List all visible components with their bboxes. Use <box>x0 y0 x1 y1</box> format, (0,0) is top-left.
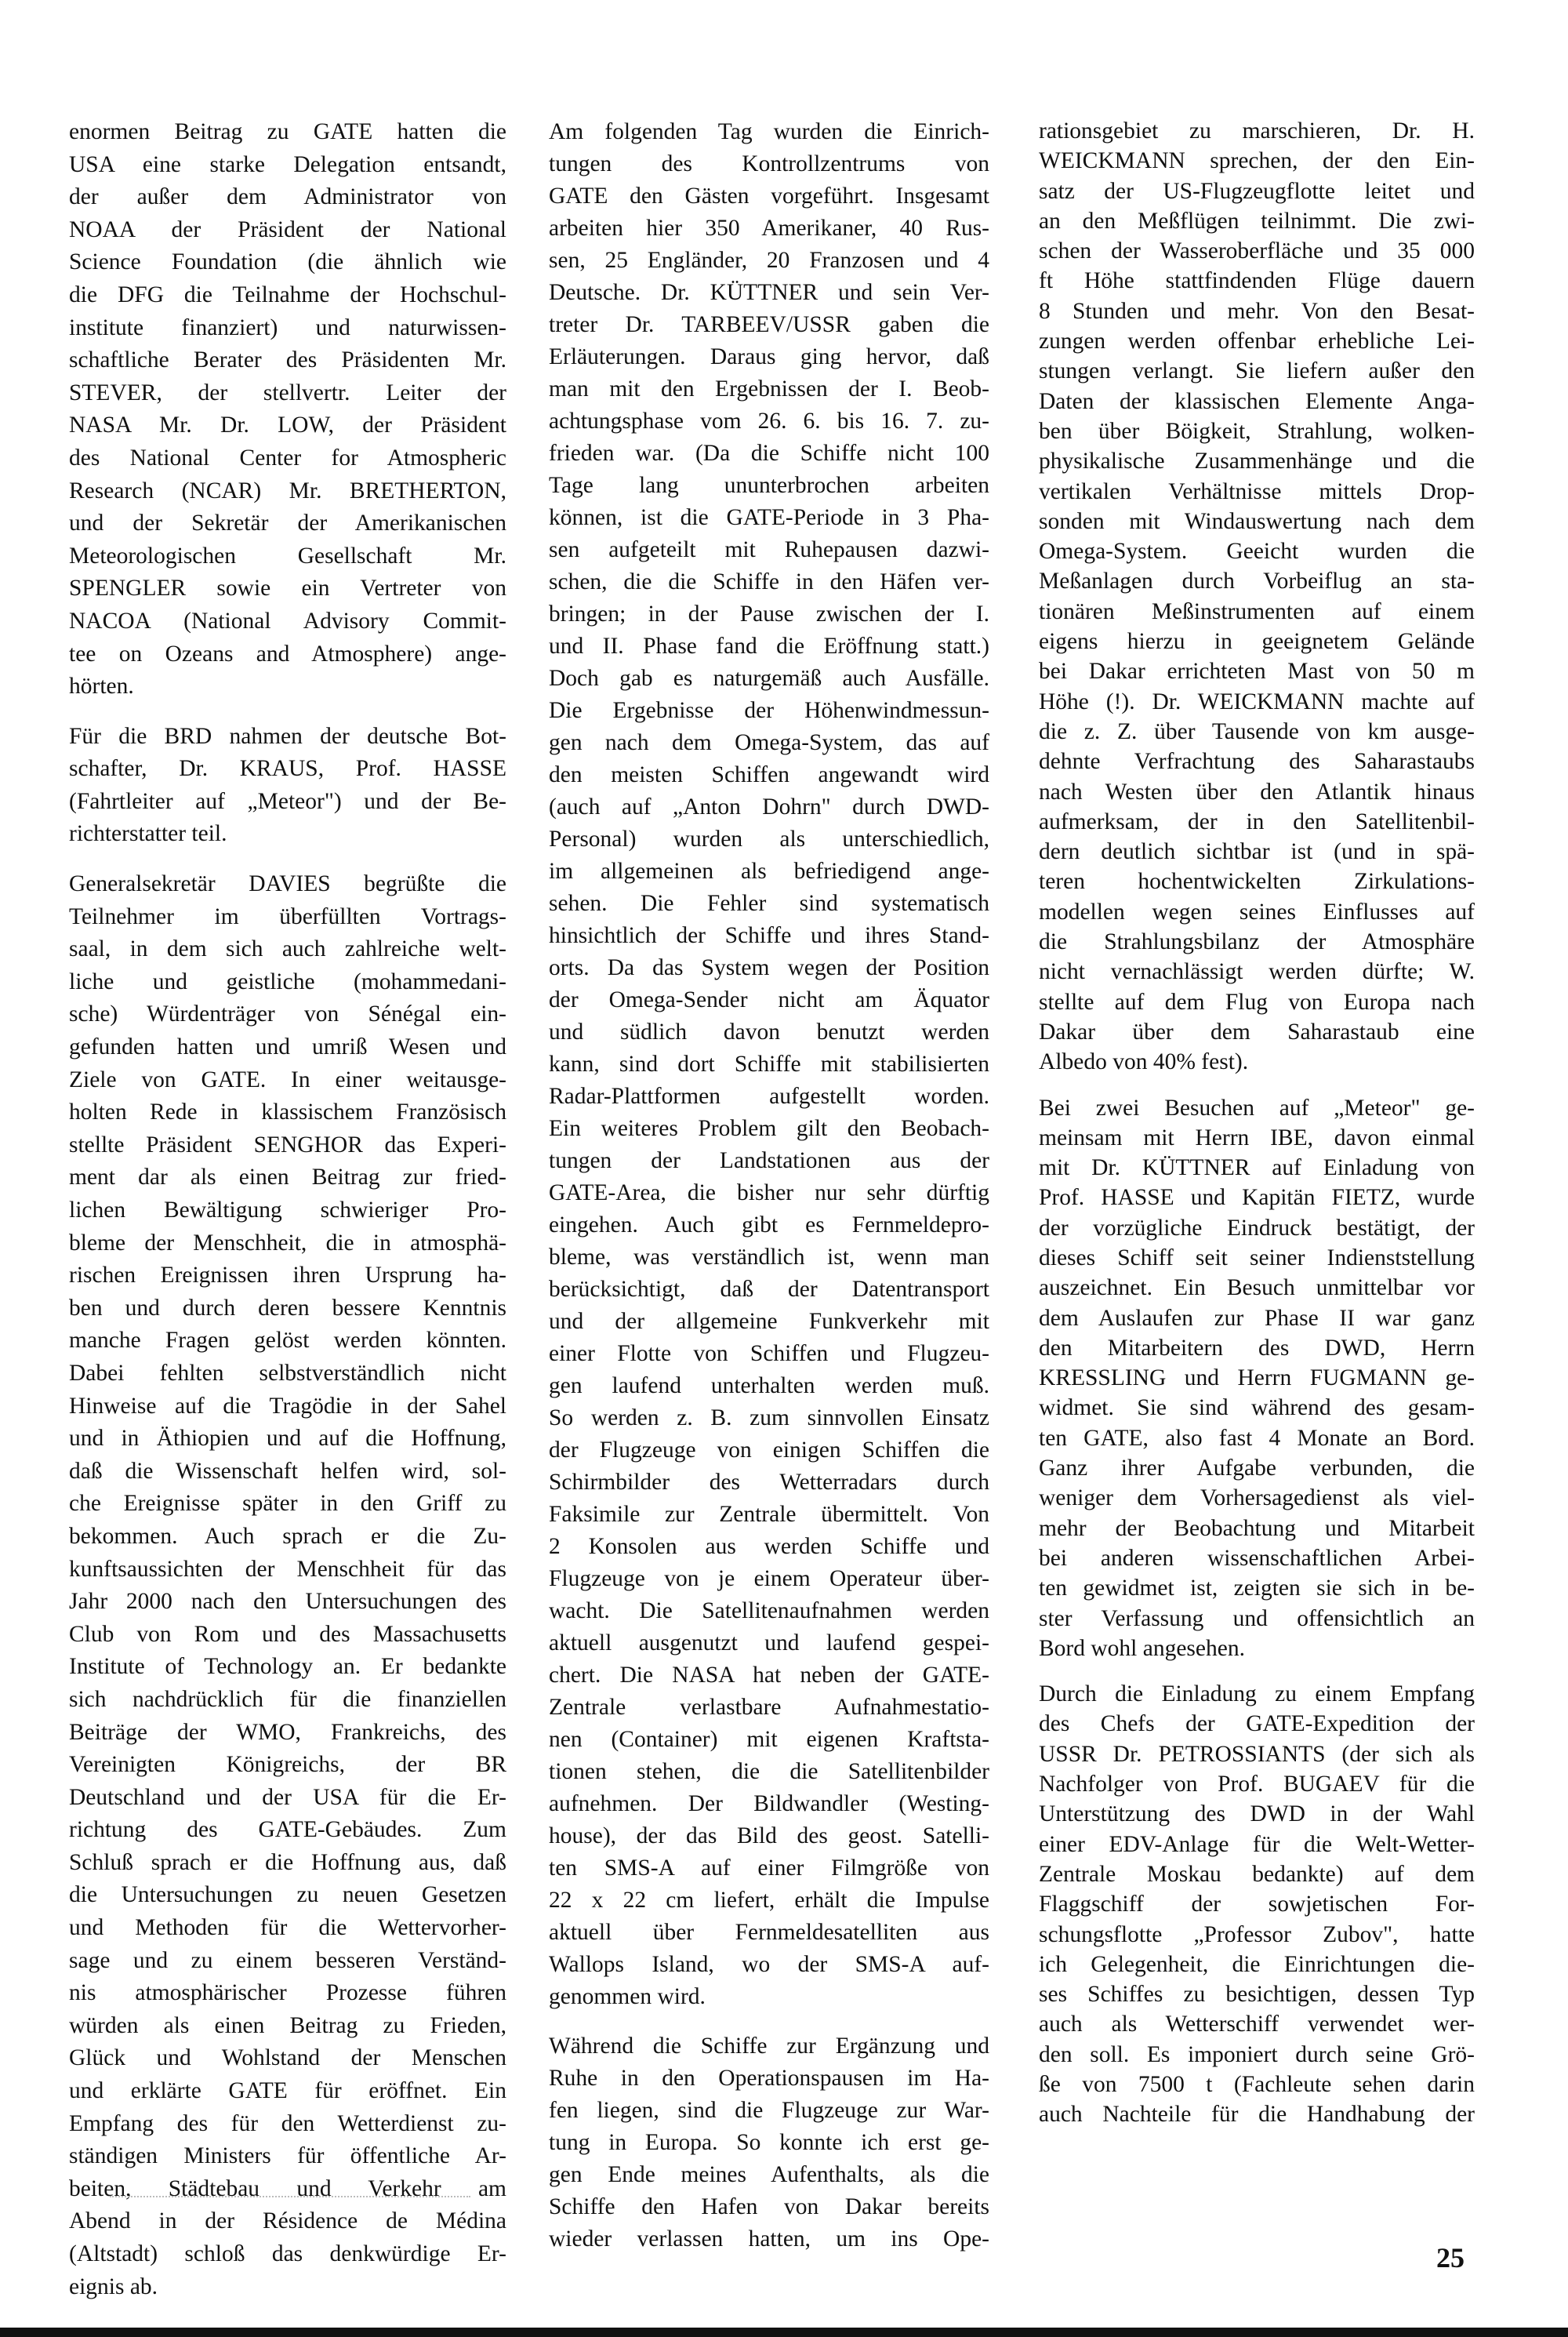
text-line: gen Ende meines Aufenthalts, als die <box>549 2162 989 2187</box>
text-line: und der Sekretär der Amerikanischen <box>69 511 506 536</box>
text-line: der Omega-Sender nicht am Äquator <box>549 987 989 1012</box>
text-line: satz der US-Flugzeugflotte leitet und <box>1039 178 1475 204</box>
text-line: holten Rede in klassischem Französisch <box>69 1099 506 1125</box>
text-line: an den Meßflügen teilnimmt. Die zwi- <box>1039 208 1475 234</box>
text-line: achtungsphase vom 26. 6. bis 16. 7. zu- <box>549 409 989 434</box>
text-line: Generalsekretär DAVIES begrüßte die <box>69 871 506 897</box>
text-line: STEVER, der stellvertr. Leiter der <box>69 380 506 405</box>
text-line: SPENGLER sowie ein Vertreter von <box>69 576 506 602</box>
text-line: Dabei fehlten selbstverständlich nicht <box>69 1360 506 1386</box>
text-line: meinsam mit Herrn IBE, davon einmal <box>1039 1125 1475 1150</box>
text-line: sage und zu einem besseren Verständ- <box>69 1947 506 1973</box>
text-line: mit Dr. KÜTTNER auf Einladung von <box>1039 1155 1475 1181</box>
text-line: auch Nachteile für die Handhabung der <box>1039 2102 1475 2128</box>
text-line: (auch auf „Anton Dohrn" durch DWD- <box>549 794 989 820</box>
text-line: Faksimile zur Zentrale übermittelt. Von <box>549 1502 989 1527</box>
text-line: können, ist die GATE-Periode in 3 Pha- <box>549 505 989 530</box>
text-line: Research (NCAR) Mr. BRETHERTON, <box>69 478 506 503</box>
text-line: zungen werden offenbar erhebliche Lei- <box>1039 329 1475 354</box>
paragraph <box>69 721 506 851</box>
text-line: richtung des GATE-Gebäudes. Zum <box>69 1817 506 1843</box>
text-line: nach Westen über den Atlantik hinaus <box>1039 779 1475 805</box>
text-line: auch als Wetterschiff verwendet wer- <box>1039 2012 1475 2037</box>
text-line: sonden mit Windauswertung nach dem <box>1039 508 1475 534</box>
text-line: dern deutlich sichtbar ist (und in spä- <box>1039 839 1475 865</box>
text-line: der außer dem Administrator von <box>69 184 506 210</box>
text-line: Am folgenden Tag wurden die Einrich- <box>549 119 989 144</box>
text-line: institute finanziert) und naturwissen- <box>69 314 506 340</box>
text-line: NACOA (National Advisory Commit- <box>69 608 506 634</box>
text-line: ben über Böigkeit, Strahlung, wolken- <box>1039 418 1475 444</box>
text-line: widmet. Sie sind während des gesam- <box>1039 1395 1475 1421</box>
text-line: des Chefs der GATE-Expedition der <box>1039 1711 1475 1737</box>
text-line: eigens hierzu in geeignetem Gelände <box>1039 629 1475 655</box>
text-line: Club von Rom und des Massachusetts <box>69 1621 506 1647</box>
text-line: Albedo von 40% fest). <box>1039 1049 1249 1075</box>
paragraph <box>69 868 506 2303</box>
text-line: der vorzügliche Eindruck bestätigt, der <box>1039 1215 1475 1241</box>
text-line: dem Auslaufen zur Phase II war ganz <box>1039 1305 1475 1331</box>
text-line: Meßanlagen durch Vorbeiflug an sta- <box>1039 569 1475 594</box>
text-line: bleme der Menschheit, die in atmosphä- <box>69 1230 506 1256</box>
text-line: kunftsaussichten der Menschheit für das <box>69 1556 506 1582</box>
text-line: USA eine starke Delegation entsandt, <box>69 151 506 177</box>
text-column-1 <box>69 116 506 2321</box>
text-line: manche Fragen gelöst werden könnten. <box>69 1328 506 1354</box>
text-line: tung in Europa. So konnte ich erst ge- <box>549 2130 989 2155</box>
text-line: die DFG die Teilnahme der Hochschul- <box>69 282 506 307</box>
text-line: Beiträge der WMO, Frankreichs, des <box>69 1719 506 1745</box>
text-line: Unterstützung des DWD in der Wahl <box>1039 1801 1475 1827</box>
text-line: Flaggschiff der sowjetischen For- <box>1039 1892 1475 1917</box>
text-line: Während die Schiffe zur Ergänzung und <box>549 2034 989 2059</box>
text-line: hinsichtlich der Schiffe und ihres Stand- <box>549 923 989 948</box>
text-line: Daten der klassischen Elemente Anga- <box>1039 388 1475 414</box>
text-line: und in Äthiopien und auf die Hoffnung, <box>69 1426 506 1452</box>
text-line: Prof. HASSE und Kapitän FIETZ, wurde <box>1039 1185 1475 1211</box>
text-line: tungen der Landstationen aus der <box>549 1148 989 1173</box>
text-line: tionären Meßinstrumenten auf einem <box>1039 598 1475 624</box>
text-line: wacht. Die Satellitenaufnahmen werden <box>549 1598 989 1623</box>
text-line: einer EDV-Anlage für die Welt-Wetter- <box>1039 1831 1475 1857</box>
text-line: Abend in der Résidence de Médina <box>69 2208 506 2234</box>
page-number: 25 <box>1436 2242 1465 2273</box>
text-line: Meteorologischen Gesellschaft Mr. <box>69 543 506 569</box>
text-line: und Methoden für die Wettervorher- <box>69 1915 506 1941</box>
paragraph <box>1039 1679 1475 2129</box>
text-line: frieden war. (Da die Schiffe nicht 100 <box>549 441 989 466</box>
text-line: die Untersuchungen zu neuen Gesetzen <box>69 1882 506 1908</box>
text-line: bei Dakar errichteten Mast von 50 m <box>1039 659 1475 685</box>
text-line: aktuell über Fernmeldesatelliten aus <box>549 1920 989 1945</box>
text-line: sen, 25 Engländer, 20 Franzosen und 4 <box>549 248 989 273</box>
text-line: ster Verfassung und offensichtlich an <box>1039 1605 1475 1631</box>
text-line: den soll. Es imponiert durch seine Grö- <box>1039 2041 1475 2067</box>
text-line: aufnehmen. Der Bildwandler (Westing- <box>549 1791 989 1816</box>
text-line: eingehen. Auch gibt es Fernmeldepro- <box>549 1212 989 1238</box>
text-line: ten SMS-A auf einer Filmgröße von <box>549 1855 989 1881</box>
text-line: 8 Stunden und mehr. Von den Besat- <box>1039 298 1475 324</box>
text-line: ft Höhe stattfindenden Flüge dauern <box>1039 268 1475 294</box>
text-line: stellte auf dem Flug von Europa nach <box>1039 989 1475 1015</box>
text-line: Omega-System. Geeicht wurden die <box>1039 539 1475 565</box>
text-line: beiten, Städtebau und Verkehr am <box>69 2175 506 2201</box>
text-line: bekommen. Auch sprach er die Zu- <box>69 1523 506 1549</box>
scan-specks <box>110 2196 470 2197</box>
text-line: Dakar über dem Saharastaub eine <box>1039 1019 1475 1045</box>
text-line: enormen Beitrag zu GATE hatten die <box>69 119 506 144</box>
text-line: orts. Da das System wegen der Position <box>549 955 989 980</box>
text-line: Zentrale verlastbare Aufnahmestatio- <box>549 1695 989 1720</box>
text-line: nicht vernachlässigt werden dürfte; W. <box>1039 959 1475 985</box>
text-line: den meisten Schiffen angewandt wird <box>549 762 989 787</box>
text-line: Ruhe in den Operationspausen im Ha- <box>549 2066 989 2091</box>
text-line: (Fahrtleiter auf „Meteor") und der Be- <box>69 788 506 814</box>
text-line: (Altstadt) schloß das denkwürdige Er- <box>69 2241 506 2266</box>
text-line: Höhe (!). Dr. WEICKMANN machte auf <box>1039 689 1475 714</box>
text-line: Ganz ihrer Aufgabe verbunden, die <box>1039 1456 1475 1481</box>
text-line: GATE den Gästen vorgeführt. Insgesamt <box>549 184 989 209</box>
text-line: Deutsche. Dr. KÜTTNER und sein Ver- <box>549 280 989 305</box>
text-line: den Mitarbeitern des DWD, Herrn <box>1039 1335 1475 1361</box>
text-line: daß die Wissenschaft helfen wird, sol- <box>69 1458 506 1484</box>
text-line: einer Flotte von Schiffen und Flugzeu- <box>549 1341 989 1366</box>
text-line: Durch die Einladung zu einem Empfang <box>1039 1681 1475 1707</box>
text-line: Empfang des für den Wetterdienst zu- <box>69 2110 506 2136</box>
text-line: Bei zwei Besuchen auf „Meteor" ge- <box>1039 1095 1475 1121</box>
text-line: richterstatter teil. <box>69 821 227 847</box>
text-line: die Strahlungsbilanz der Atmosphäre <box>1039 929 1475 955</box>
text-line: schafter, Dr. KRAUS, Prof. HASSE <box>69 756 506 782</box>
text-line: man mit den Ergebnissen der I. Beob- <box>549 376 989 402</box>
text-line: Personal) wurden als unterschiedlich, <box>549 827 989 852</box>
text-line: KRESSLING und Herrn FUGMANN ge- <box>1039 1365 1475 1391</box>
text-line: Schirmbilder des Wetterradars durch <box>549 1470 989 1495</box>
text-line: modellen wegen seines Einflusses auf <box>1039 899 1475 925</box>
text-line: 2 Konsolen aus werden Schiffe und <box>549 1534 989 1559</box>
text-line: Schluß sprach er die Hoffnung aus, daß <box>69 1849 506 1875</box>
text-line: Die Ergebnisse der Höhenwindmessun- <box>549 698 989 723</box>
text-line: würden als einen Beitrag zu Frieden, <box>69 2012 506 2038</box>
text-line: NOAA der Präsident der National <box>69 216 506 242</box>
paragraph <box>69 116 506 703</box>
text-line: schungsflotte „Professor Zubov", hatte <box>1039 1921 1475 1947</box>
text-line: ten GATE, also fast 4 Monate an Bord. <box>1039 1425 1475 1451</box>
text-line: sen aufgeteilt mit Ruhepausen dazwi- <box>549 537 989 562</box>
text-line: fen liegen, sind die Flugzeuge zur War- <box>549 2098 989 2123</box>
text-line: aktuell ausgenutzt und laufend gespei- <box>549 1630 989 1656</box>
scan-edge <box>0 2328 1568 2337</box>
text-line: vertikalen Verhältnisse mittels Drop- <box>1039 478 1475 504</box>
text-line: Jahr 2000 nach den Untersuchungen des <box>69 1589 506 1615</box>
text-line: Vereinigten Königreichs, der BR <box>69 1752 506 1778</box>
text-line: der Flugzeuge von einigen Schiffen die <box>549 1437 989 1463</box>
text-line: che Ereignisse später in den Griff zu <box>69 1491 506 1517</box>
text-line: gefunden hatten und umriß Wesen und <box>69 1034 506 1060</box>
text-line: house), der das Bild des geost. Satelli- <box>549 1823 989 1848</box>
text-line: bringen; in der Pause zwischen der I. <box>549 602 989 627</box>
text-line: lichen Bewältigung schwieriger Pro- <box>69 1198 506 1223</box>
text-line: stungen verlangt. Sie liefern außer den <box>1039 358 1475 384</box>
text-line: auszeichnet. Ein Besuch unmittelbar vor <box>1039 1275 1475 1301</box>
text-line: sich nachdrücklich für die finanziellen <box>69 1686 506 1712</box>
text-line: Bord wohl angesehen. <box>1039 1635 1245 1661</box>
text-line: NASA Mr. Dr. LOW, der Präsident <box>69 413 506 438</box>
text-line: ben und durch deren bessere Kenntnis <box>69 1295 506 1321</box>
text-line: ße von 7500 t (Fachleute sehen darin <box>1039 2072 1475 2097</box>
text-line: Nachfolger von Prof. BUGAEV für die <box>1039 1772 1475 1797</box>
text-line: Teilnehmer im überfüllten Vortrags- <box>69 903 506 929</box>
text-line: USSR Dr. PETROSSIANTS (der sich als <box>1039 1741 1475 1767</box>
text-line: Wallops Island, wo der SMS-A auf- <box>549 1952 989 1977</box>
text-line: mehr der Beobachtung und Mitarbeit <box>1039 1515 1475 1541</box>
text-line: ich Gelegenheit, die Einrichtungen die- <box>1039 1951 1475 1977</box>
text-line: rischen Ereignissen ihren Ursprung ha- <box>69 1263 506 1288</box>
text-line: nen (Container) mit eigenen Kraftsta- <box>549 1727 989 1752</box>
text-line: arbeiten hier 350 Amerikaner, 40 Rus- <box>549 216 989 241</box>
text-line: Zentrale Moskau bedankte) auf dem <box>1039 1861 1475 1887</box>
text-line: Deutschland und der USA für die Er- <box>69 1784 506 1810</box>
text-line: ständigen Ministers für öffentliche Ar- <box>69 2143 506 2169</box>
text-line: WEICKMANN sprechen, der den Ein- <box>1039 148 1475 174</box>
text-line: Ziele von GATE. In einer weitausge- <box>69 1067 506 1092</box>
text-line: kann, sind dort Schiffe mit stabilisierten <box>549 1052 989 1077</box>
text-line: des National Center for Atmospheric <box>69 445 506 471</box>
paragraph <box>1039 116 1475 1078</box>
text-line: teren hochentwickelten Zirkulations- <box>1039 869 1475 895</box>
text-line: und erklärte GATE für eröffnet. Ein <box>69 2078 506 2104</box>
text-line: tee on Ozeans and Atmosphere) ange- <box>69 641 506 667</box>
text-line: Institute of Technology an. Er bedankte <box>69 1654 506 1680</box>
paragraph <box>549 116 989 2013</box>
text-line: Science Foundation (die ähnlich wie <box>69 249 506 275</box>
text-line: wieder verlassen hatten, um ins Ope- <box>549 2226 989 2252</box>
text-line: gen nach dem Omega-System, das auf <box>549 730 989 755</box>
text-line: genommen wird. <box>549 1984 706 2009</box>
paragraph <box>1039 1093 1475 1664</box>
text-line: rationsgebiet zu marschieren, Dr. H. <box>1039 118 1475 144</box>
text-line: gen laufend unterhalten werden muß. <box>549 1373 989 1398</box>
text-line: liche und geistliche (mohammedani- <box>69 969 506 994</box>
text-line: Hinweise auf die Tragödie in der Sahel <box>69 1393 506 1419</box>
text-line: ment dar als einen Beitrag zur fried- <box>69 1165 506 1190</box>
text-line: Für die BRD nahmen der deutsche Bot- <box>69 723 506 749</box>
text-line: GATE-Area, die bisher nur sehr dürftig <box>549 1180 989 1205</box>
text-line: weniger dem Vorhersagedienst als viel- <box>1039 1485 1475 1511</box>
text-line: hörten. <box>69 674 134 700</box>
text-line: chert. Die NASA hat neben der GATE- <box>549 1663 989 1688</box>
text-line: bei anderen wissenschaftlichen Arbei- <box>1039 1545 1475 1571</box>
text-line: 22 x 22 cm liefert, erhält die Impulse <box>549 1888 989 1913</box>
text-line: die z. Z. über Tausende von km ausge- <box>1039 718 1475 744</box>
text-line: eignis ab. <box>69 2273 158 2299</box>
text-line: berücksichtigt, daß der Datentransport <box>549 1277 989 1302</box>
text-line: bleme, was verständlich ist, wenn man <box>549 1245 989 1270</box>
text-line: Doch gab es naturgemäß auch Ausfälle. <box>549 666 989 691</box>
text-line: dieses Schiff seit seiner Indienststellung <box>1039 1245 1475 1270</box>
text-line: schen, die die Schiffe in den Häfen ver- <box>549 569 989 594</box>
text-line: Erläuterungen. Daraus ging hervor, daß <box>549 344 989 369</box>
text-line: dehnte Verfrachtung des Saharastaubs <box>1039 749 1475 775</box>
text-line: stellte Präsident SENGHOR das Experi- <box>69 1132 506 1158</box>
text-line: und südlich davon benutzt werden <box>549 1019 989 1045</box>
text-line: tungen des Kontrollzentrums von <box>549 151 989 176</box>
text-line: nis atmosphärischer Prozesse führen <box>69 1980 506 2006</box>
text-line: Flugzeuge von je einem Operateur über- <box>549 1566 989 1591</box>
text-column-2 <box>549 116 989 2273</box>
text-line: ten gewidmet ist, zeigten sie sich in be- <box>1039 1576 1475 1601</box>
text-line: Ein weiteres Problem gilt den Beobach- <box>549 1116 989 1141</box>
text-line: Glück und Wohlstand der Menschen <box>69 2045 506 2071</box>
text-line: schaftliche Berater des Präsidenten Mr. <box>69 347 506 373</box>
text-line: schen der Wasseroberfläche und 35 000 <box>1039 238 1475 264</box>
text-line: Radar-Plattformen aufgestellt worden. <box>549 1084 989 1109</box>
text-line: ses Schiffes zu besichtigen, dessen Typ <box>1039 1982 1475 2008</box>
text-line: Schiffe den Hafen von Dakar bereits <box>549 2194 989 2219</box>
text-line: physikalische Zusammenhänge und die <box>1039 449 1475 474</box>
text-column-3 <box>1039 116 1475 2146</box>
text-line: saal, in dem sich auch zahlreiche welt- <box>69 936 506 962</box>
text-line: treter Dr. TARBEEV/USSR gaben die <box>549 312 989 337</box>
text-line: So werden z. B. zum sinnvollen Einsatz <box>549 1405 989 1430</box>
text-line: und der allgemeine Funkverkehr mit <box>549 1309 989 1334</box>
text-line: sehen. Die Fehler sind systematisch <box>549 891 989 916</box>
text-line: sche) Würdenträger von Sénégal ein- <box>69 1001 506 1027</box>
text-line: und II. Phase fand die Eröffnung statt.) <box>549 634 989 659</box>
text-line: Tage lang ununterbrochen arbeiten <box>549 473 989 498</box>
text-line: tionen stehen, die die Satellitenbilder <box>549 1759 989 1784</box>
paragraph <box>549 2030 989 2255</box>
text-line: aufmerksam, der in den Satellitenbil- <box>1039 809 1475 834</box>
text-line: im allgemeinen als befriedigend ange- <box>549 859 989 884</box>
